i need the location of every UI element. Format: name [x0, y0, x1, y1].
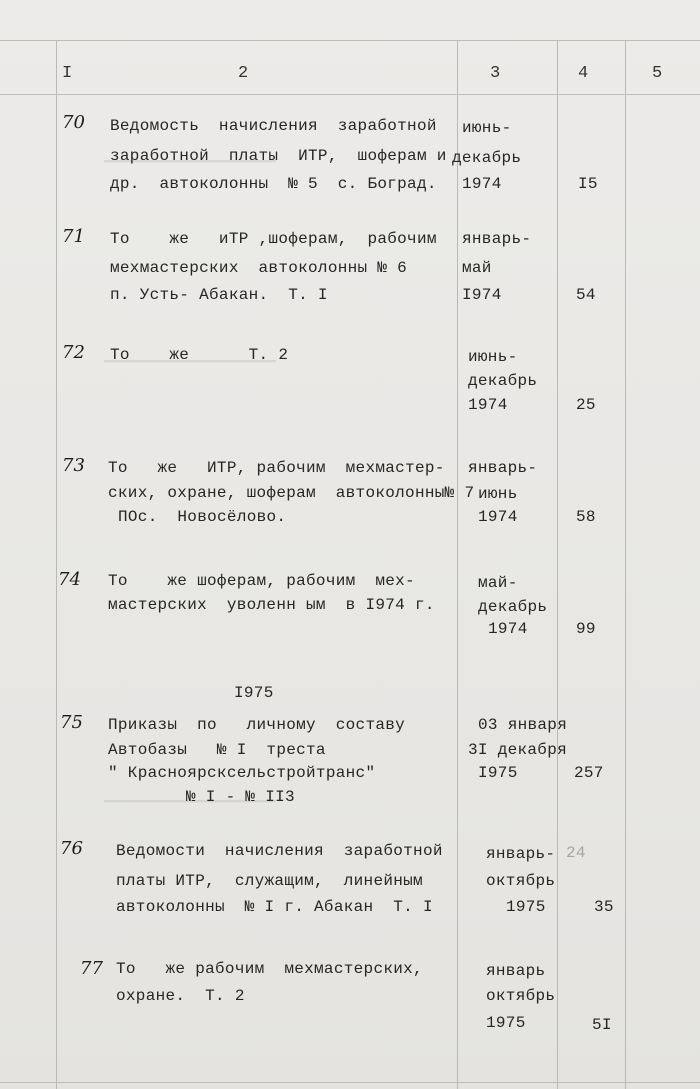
entry-text-line: Автобазы № I треста	[108, 741, 326, 759]
entry-date: январь-	[486, 845, 556, 863]
bleed-through-texture: ▔▔▔▔▔▔▔▔▔▔▔▔▔▔▔▔▔▔▔	[104, 362, 276, 379]
entry-text-line: охране. Т. 2	[116, 987, 245, 1005]
entry-sheet-count: 54	[576, 286, 596, 304]
entry-text-line: Ведомости начисления заработной	[116, 842, 443, 860]
entry-date: июнь-	[468, 348, 518, 366]
bleed-through-texture: ▔▔▔▔▔▔▔▔▔▔▔▔▔▔▔▔▔▔▔	[104, 802, 276, 819]
entry-text-line: ПОс. Новосёлово.	[118, 508, 287, 526]
column-divider	[457, 40, 458, 1089]
entry-date: 1974	[462, 175, 502, 193]
entry-date: январь-	[468, 459, 538, 477]
entry-date: 1974	[468, 396, 508, 414]
entry-number: 75	[60, 712, 83, 733]
faint-bleed-number: 24	[566, 844, 586, 862]
entry-date: октябрь	[486, 987, 556, 1005]
entry-number: 72	[62, 342, 85, 363]
header-col-4: 4	[578, 64, 589, 83]
entry-date: декабрь	[452, 149, 522, 167]
entry-text-line: др. автоколонны № 5 с. Боград.	[110, 175, 437, 193]
entry-text-line: мастерских уволенн ым в I974 г.	[108, 596, 435, 614]
header-col-3: 3	[490, 64, 501, 83]
entry-date: январь-	[462, 230, 532, 248]
entry-text-line: Приказы по личному составу	[108, 716, 406, 734]
header-col-2: 2	[238, 64, 249, 83]
entry-date: 1974	[488, 620, 528, 638]
column-divider	[56, 40, 57, 1089]
entry-date: I974	[462, 286, 502, 304]
entry-date: 1975	[486, 1014, 526, 1032]
entry-text-line: платы ИТР, служащим, линейным	[116, 872, 423, 890]
entry-sheet-count: I5	[578, 175, 598, 193]
entry-date: июнь-	[462, 119, 512, 137]
entry-text-line: п. Усть- Абакан. Т. I	[110, 286, 328, 304]
entry-date: июнь	[478, 485, 518, 503]
entry-date: 1974	[478, 508, 518, 526]
entry-text-line: № I - № II3	[186, 788, 295, 806]
entry-sheet-count: 58	[576, 508, 596, 526]
entry-text-line: То же иТР ,шоферам, рабочим	[110, 230, 437, 248]
header-col-5: 5	[652, 64, 663, 83]
entry-number: 77	[80, 958, 103, 979]
table-top-border	[0, 40, 700, 41]
bleed-through-texture: ▔▔▔▔▔▔▔▔▔▔▔▔▔▔▔▔▔▔▔	[104, 162, 276, 179]
entry-text-line: автоколонны № I г. Абакан Т. I	[116, 898, 433, 916]
entry-text-line: Ведомость начисления заработной	[110, 117, 437, 135]
header-bottom-border	[0, 94, 700, 95]
entry-text-line: " Красноярсксельстройтранс"	[108, 764, 376, 782]
column-divider	[625, 40, 626, 1089]
entry-date: 1975	[506, 898, 546, 916]
column-divider	[557, 40, 558, 1089]
year-heading: I975	[234, 684, 274, 702]
entry-text-line: То же ИТР, рабочим мехмастер-	[108, 459, 445, 477]
entry-date: 03 января	[478, 716, 568, 734]
entry-text-line: То же рабочим мехмастерских,	[116, 960, 423, 978]
entry-date: декабрь	[478, 598, 548, 616]
entry-date: октябрь	[486, 872, 556, 890]
entry-sheet-count: 25	[576, 396, 596, 414]
entry-sheet-count: 35	[594, 898, 614, 916]
entry-sheet-count: 257	[574, 764, 604, 782]
entry-number: 70	[62, 112, 85, 133]
entry-text-line: ских, охране, шоферам автоколонны№ 7	[108, 484, 475, 502]
entry-number: 74	[58, 569, 81, 590]
entry-date: декабрь	[468, 372, 538, 390]
entry-date: май	[462, 259, 492, 277]
entry-date: январь	[486, 962, 546, 980]
entry-text-line: мехмастерских автоколонны № 6	[110, 259, 408, 277]
entry-text-line: То же шоферам, рабочим мех-	[108, 572, 415, 590]
entry-text-line: То же Т. 2	[110, 346, 289, 364]
entry-date: 3I декабря	[468, 741, 568, 759]
entry-sheet-count: 99	[576, 620, 596, 638]
page-bottom-rule	[0, 1082, 700, 1083]
entry-number: 71	[62, 226, 85, 247]
entry-number: 76	[60, 838, 83, 859]
entry-sheet-count: 5I	[592, 1016, 612, 1034]
entry-date: I975	[478, 764, 518, 782]
entry-text-line: заработной платы ИТР, шоферам и	[110, 147, 447, 165]
entry-date: май-	[478, 574, 518, 592]
header-col-1: I	[62, 64, 73, 83]
entry-number: 73	[62, 455, 85, 476]
